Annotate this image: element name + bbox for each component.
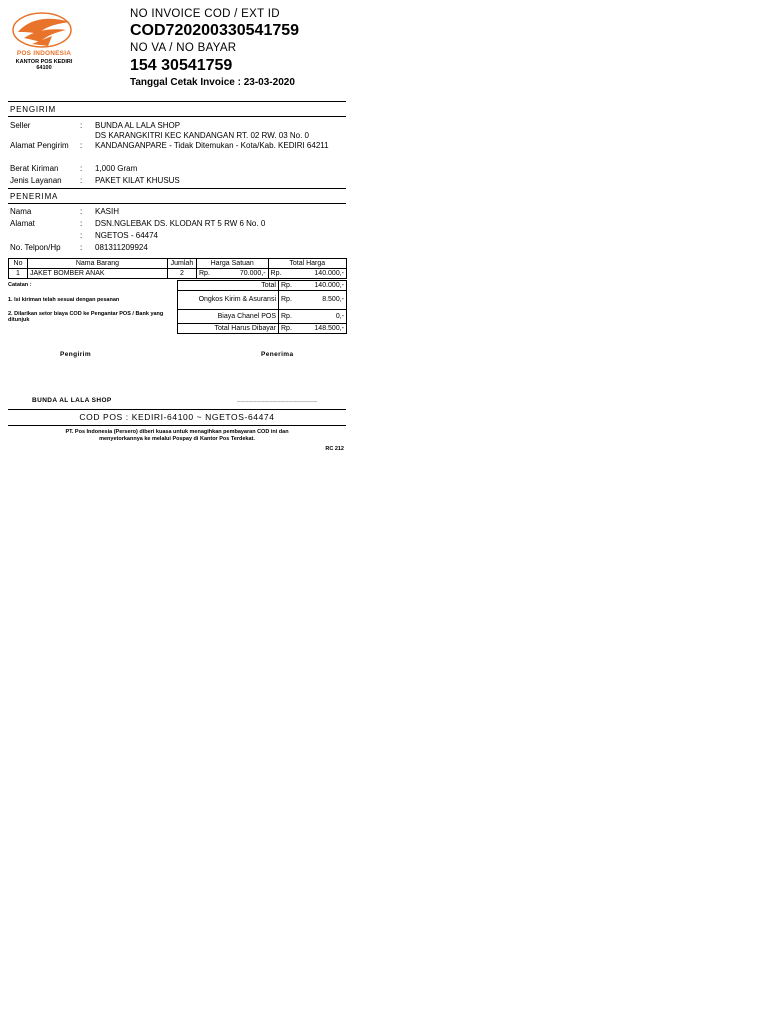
summary-currency: Rp. — [279, 310, 298, 324]
summary-currency: Rp. — [279, 291, 298, 310]
sender-section-title: PENGIRIM — [10, 105, 56, 114]
logo-office — [8, 59, 80, 71]
field-colon: : — [80, 164, 83, 173]
invoice-label: NO INVOICE COD / EXT ID — [130, 8, 280, 20]
sender-signature-name: BUNDA AL LALA SHOP — [32, 397, 112, 404]
summary-value: 140.000,- — [297, 281, 347, 291]
notes-item-2: 2. Dilarikan setor biaya COD ke Pengantar POS / Bank yang ditunjuk — [8, 311, 164, 323]
field-label: Alamat — [10, 219, 35, 228]
field-label: Nama — [10, 207, 32, 216]
summary-label: Total — [178, 281, 279, 291]
col-header-qty: Jumlah — [167, 259, 196, 269]
summary-currency: Rp. — [279, 281, 298, 291]
notes-item-1: 1. Isi kiriman telah sesuai dengan pesanan — [8, 297, 120, 303]
divider — [8, 409, 346, 410]
logo-office-line1: KANTOR POS KEDIRI — [15, 59, 73, 65]
field-colon: : — [80, 176, 83, 185]
cell-no: 1 — [9, 269, 28, 279]
field-colon: : — [80, 231, 83, 240]
field-label: No. Telpon/Hp — [10, 243, 61, 252]
field-value: KASIH — [95, 207, 120, 216]
summary-label: Biaya Chanel POS — [178, 310, 279, 324]
table-row — [9, 269, 347, 279]
field-colon: : — [80, 121, 83, 130]
summary-table — [177, 280, 347, 334]
print-date: Tanggal Cetak Invoice : 23-03-2020 — [130, 77, 295, 88]
notes-title: Catatan : — [8, 282, 32, 288]
cell-unit-price: 70.000,- — [215, 269, 268, 279]
field-value: DS KARANGKITRI KEC KANDANGAN RT. 02 RW. 03 No. 0 KANDANGANPARE - Tidak Ditemukan - Kota/Kab. KEDIRI 64211 — [95, 131, 329, 150]
recipient-section-title: PENERIMA — [10, 192, 59, 201]
summary-label: Ongkos Kirim & Asuransi — [178, 291, 279, 310]
summary-label: Total Harus Dibayar — [178, 324, 279, 334]
recipient-signature-label: Penerima — [261, 351, 294, 358]
divider — [8, 203, 346, 204]
field-colon: : — [80, 219, 83, 228]
pos-eagle-logo-icon — [12, 12, 76, 48]
field-label: Seller — [10, 121, 31, 130]
summary-currency: Rp. — [279, 324, 298, 334]
cell-total-currency: Rp. — [268, 269, 287, 279]
cell-name: JAKET BOMBER ANAK — [28, 269, 168, 279]
field-value: DSN.NGLEBAK DS. KLODAN RT 5 RW 6 No. 0 — [95, 219, 266, 228]
field-value: NGETOS - 64474 — [95, 231, 158, 240]
col-header-no: No — [9, 259, 28, 269]
field-colon: : — [80, 141, 83, 150]
col-header-unit-price: Harga Satuan — [196, 259, 268, 269]
cell-total: 140.000,- — [287, 269, 347, 279]
summary-value: 8.500,- — [297, 291, 347, 310]
field-value: 1,000 Gram — [95, 164, 138, 173]
invoice-number: COD720200330541759 — [130, 22, 300, 39]
field-value: 081311209924 — [95, 243, 148, 252]
sender-signature-label: Pengirim — [60, 351, 92, 358]
logo-office-line2: 64100 — [36, 65, 52, 71]
summary-row-shipping — [178, 291, 347, 310]
items-table — [8, 258, 347, 279]
summary-row-channel-fee — [178, 310, 347, 324]
cell-qty: 2 — [167, 269, 196, 279]
cod-route: COD POS : KEDIRI-64100 ~ NGETOS-64474 — [79, 412, 275, 422]
col-header-total: Total Harga — [268, 259, 346, 269]
field-label: Berat Kiriman — [10, 164, 59, 173]
summary-row-total — [178, 281, 347, 291]
summary-row-grand-total — [178, 324, 347, 334]
summary-value: 148.500,- — [297, 324, 347, 334]
footer-line-2: menyetorkannya ke melalui Pospay di Kantor Pos Terdekat. — [99, 436, 255, 442]
field-label: Alamat Pengirim — [10, 141, 69, 150]
summary-value: 0,- — [297, 310, 347, 324]
cell-unit-currency: Rp. — [196, 269, 215, 279]
divider — [8, 116, 346, 117]
field-colon: : — [80, 243, 83, 252]
divider — [8, 188, 346, 189]
logo-brand: POS INDONESIA — [16, 50, 72, 57]
form-code: RC 212 — [325, 446, 344, 452]
field-colon: : — [80, 207, 83, 216]
field-value: PAKET KILAT KHUSUS — [95, 176, 180, 185]
footer-line-1: PT. Pos Indonesia (Persero) diberi kuasa untuk menagihkan pembayaran COD ini dan — [65, 429, 289, 435]
field-label: Jenis Layanan — [10, 176, 62, 185]
field-value: BUNDA AL LALA SHOP — [95, 121, 181, 130]
recipient-signature-line: ____________________ — [237, 396, 318, 403]
pos-indonesia-logo — [8, 12, 80, 74]
col-header-name: Nama Barang — [28, 259, 168, 269]
divider — [8, 425, 346, 426]
divider — [8, 101, 346, 102]
va-label: NO VA / NO BAYAR — [130, 42, 237, 54]
va-number: 154 30541759 — [130, 57, 233, 74]
table-header-row — [9, 259, 347, 269]
